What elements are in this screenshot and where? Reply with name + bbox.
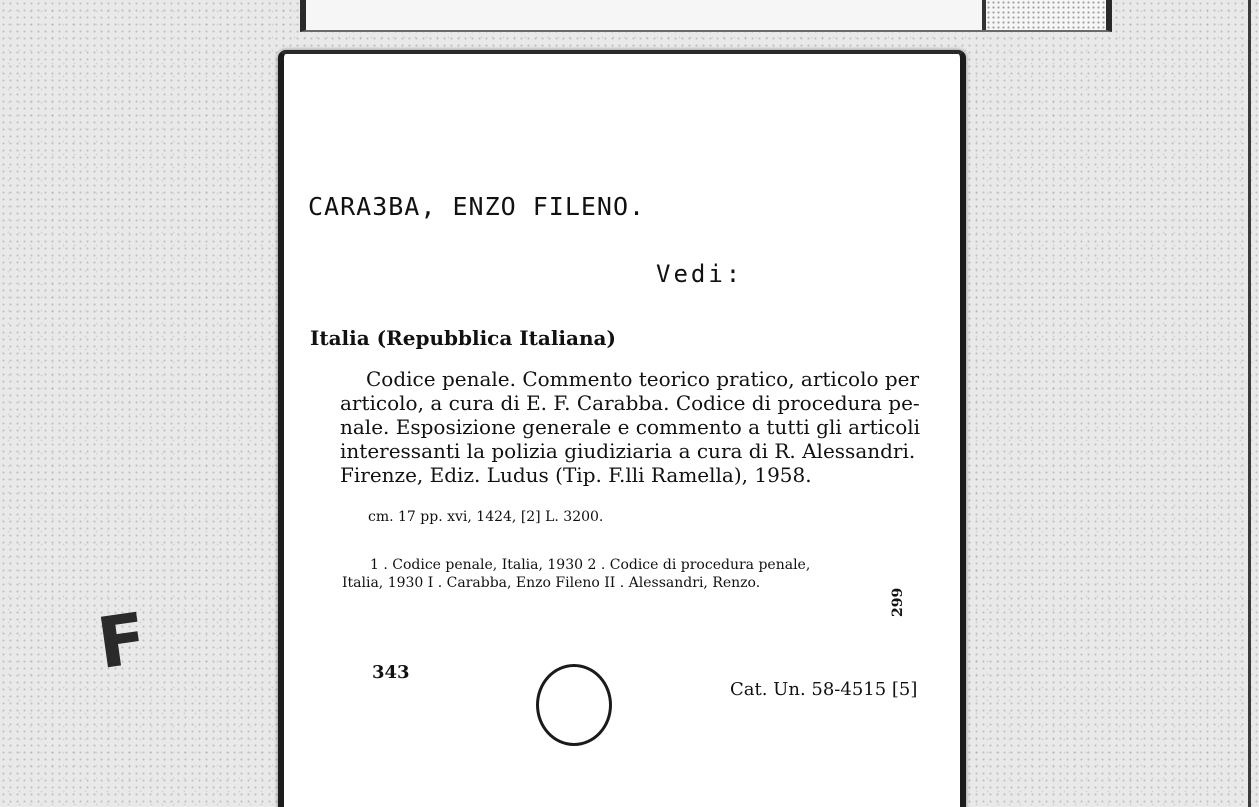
entry-body-line: interessanti la polizia giudiziaria a cura di R. Alessandri. <box>340 439 916 463</box>
entry-body-line: nale. Esposizione generale e commento a tutti gli articoli <box>340 415 921 439</box>
previous-card-edge <box>300 0 1112 32</box>
side-number: 299 <box>890 587 906 617</box>
previous-card-speckle <box>982 0 1106 30</box>
scan-edge-line <box>1248 0 1251 807</box>
card-punch-hole <box>536 664 612 746</box>
see-label: Vedi: <box>656 260 744 288</box>
tracing-line: Italia, 1930 I . Carabba, Enzo Fileno II . Alessandri, Renzo. <box>342 575 761 591</box>
entry-heading: Italia (Repubblica Italiana) <box>310 326 616 350</box>
card-heading: CARA3BA, ENZO FILENO. <box>308 192 646 221</box>
tracing-line: 1 . Codice penale, Italia, 1930 2 . Codice di procedura penale, <box>370 557 811 573</box>
collation-line: cm. 17 pp. xvi, 1424, [2] L. 3200. <box>368 509 604 525</box>
entry-body-line: Codice penale. Commento teorico pratico, articolo per <box>366 367 920 391</box>
catalog-card <box>278 50 966 807</box>
card-number: 343 <box>372 662 410 683</box>
catalog-number: Cat. Un. 58-4515 [5] <box>730 679 918 700</box>
entry-body-line: articolo, a cura di E. F. Carabba. Codice di procedura pe- <box>340 391 920 415</box>
entry-body-line: Firenze, Ediz. Ludus (Tip. F.lli Ramella), 1958. <box>340 463 812 487</box>
margin-corner-mark: F <box>92 597 152 685</box>
